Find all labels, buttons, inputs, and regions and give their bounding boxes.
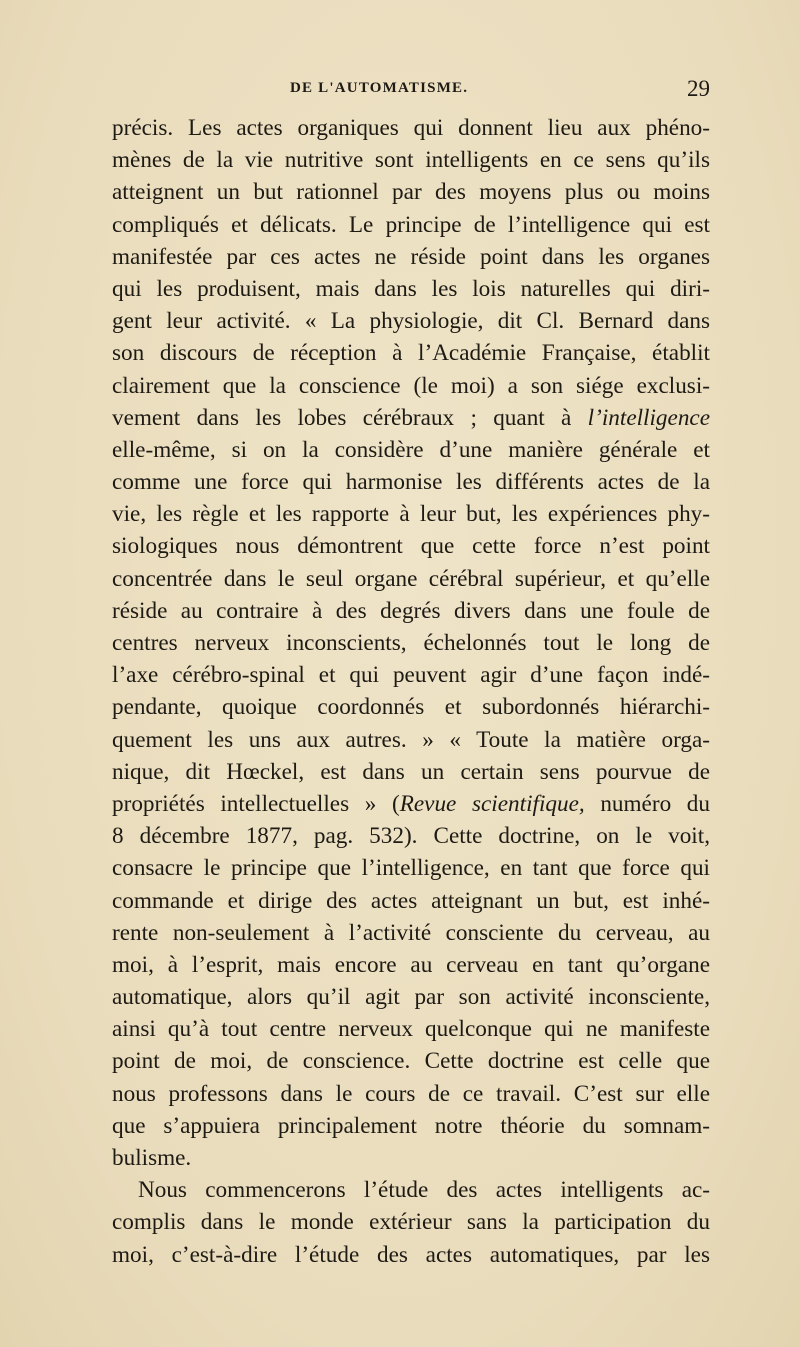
- text-line: [112, 820, 710, 852]
- text-segment: propriétés intellectuelles » (: [112, 790, 400, 817]
- text-line: [112, 1206, 710, 1238]
- text-segment: complis dans le monde extérieur sans la participation du: [112, 1209, 710, 1236]
- text-line: [112, 402, 710, 434]
- text-segment: son discours de réception à l’Académie Française, établit: [112, 340, 710, 367]
- text-segment: mènes de la vie nutritive sont intelligents en ce sens qu’ils: [112, 147, 710, 174]
- text-segment: 8 décembre 1877, pag. 532). Cette doctrine, on le voit,: [112, 823, 710, 850]
- text-segment: que s’appuiera principalement notre théorie du somnam-: [112, 1112, 710, 1139]
- text-segment: concentrée dans le seul organe cérébral supérieur, et qu’elle: [112, 565, 710, 592]
- text-line: [112, 112, 710, 144]
- text-line: [112, 1110, 710, 1142]
- text-segment: numéro du: [584, 790, 710, 817]
- text-line: [112, 1142, 710, 1174]
- text-segment: manifestée par ces actes ne réside point dans les organes: [112, 243, 710, 270]
- text-segment: point de moi, de conscience. Cette doctrine est celle que: [112, 1048, 710, 1075]
- text-segment: vement dans les lobes cérébraux ; quant à: [112, 404, 588, 431]
- text-segment: elle-même, si on la considère d’une manière générale et: [112, 436, 710, 463]
- text-line: [112, 627, 710, 659]
- text-line: [112, 144, 710, 176]
- text-line: [112, 241, 710, 273]
- text-line: [112, 370, 710, 402]
- text-line: [112, 917, 710, 949]
- text-segment: Nous commencerons l’étude des actes intelligents ac-: [138, 1177, 710, 1204]
- text-segment: clairement que la conscience (le moi) a son siége exclusi-: [112, 372, 710, 399]
- text-line: [112, 1239, 710, 1271]
- text-line: [112, 498, 710, 530]
- text-line: [112, 691, 710, 723]
- text-segment: pendante, quoique coordonnés et subordonnés hiérarchi-: [112, 694, 710, 721]
- text-line: [112, 659, 710, 691]
- text-line: [112, 563, 710, 595]
- text-line: [112, 724, 710, 756]
- text-segment: bulisme.: [112, 1145, 192, 1171]
- text-segment: comme une force qui harmonise les différents actes de la: [112, 469, 710, 496]
- text-line: [112, 756, 710, 788]
- text-line: [112, 852, 710, 884]
- text-segment: quement les uns aux autres. » « Toute la matière orga-: [112, 726, 710, 753]
- text-line: [112, 337, 710, 369]
- text-line: [112, 595, 710, 627]
- text-line: [112, 530, 710, 562]
- text-line: [112, 1174, 710, 1206]
- text-line: [112, 949, 710, 981]
- text-line: [112, 1045, 710, 1077]
- text-line: [112, 885, 710, 917]
- text-segment: compliqués et délicats. Le principe de l’intelligence qui est: [112, 211, 710, 238]
- text-segment: moi, à l’esprit, mais encore au cerveau en tant qu’organe: [112, 951, 710, 978]
- text-line: [112, 209, 710, 241]
- italic-text: l’intelligence: [587, 404, 710, 431]
- italic-text: Revue scientifique,: [399, 790, 585, 817]
- text-segment: nous professons dans le cours de ce travail. C’est sur elle: [112, 1080, 710, 1107]
- text-segment: gent leur activité. « La physiologie, dit Cl. Bernard dans: [112, 308, 710, 335]
- text-segment: vie, les règle et les rapporte à leur but, les expériences phy-: [112, 501, 710, 528]
- text-line: [112, 1013, 710, 1045]
- text-line: [112, 981, 710, 1013]
- text-segment: réside au contraire à des degrés divers dans une foule de: [112, 597, 710, 624]
- text-segment: précis. Les actes organiques qui donnent lieu aux phéno-: [112, 115, 710, 141]
- text-segment: nique, dit Hœckel, est dans un certain sens pourvue de: [112, 758, 710, 785]
- text-line: [112, 788, 710, 820]
- text-body: [112, 112, 710, 1271]
- running-head: [112, 76, 710, 108]
- text-line: [112, 305, 710, 337]
- text-line: [112, 466, 710, 498]
- text-segment: siologiques nous démontrent que cette force n’est point: [112, 533, 710, 560]
- text-segment: ainsi qu’à tout centre nerveux quelconque qui ne manifeste: [112, 1016, 710, 1043]
- text-segment: atteignent un but rationnel par des moyens plus ou moins: [112, 179, 710, 206]
- running-title: DE L'AUTOMATISME.: [290, 80, 469, 96]
- text-segment: qui les produisent, mais dans les lois naturelles qui diri-: [112, 275, 710, 302]
- text-segment: automatique, alors qu’il agit par son activité inconsciente,: [112, 984, 710, 1011]
- text-segment: consacre le principe que l’intelligence, en tant que force qui: [112, 855, 710, 882]
- text-line: [112, 273, 710, 305]
- text-line: [112, 434, 710, 466]
- text-segment: commande et dirige des actes atteignant un but, est inhé-: [112, 887, 710, 914]
- text-line: [112, 176, 710, 208]
- text-line: [112, 1078, 710, 1110]
- page-number: 29: [687, 76, 710, 101]
- text-segment: moi, c’est-à-dire l’étude des actes automatiques, par les: [112, 1241, 710, 1268]
- text-segment: rente non-seulement à l’activité consciente du cerveau, au: [112, 919, 710, 946]
- text-segment: l’axe cérébro-spinal et qui peuvent agir d’une façon indé-: [112, 662, 710, 689]
- text-segment: centres nerveux inconscients, échelonnés tout le long de: [112, 630, 710, 656]
